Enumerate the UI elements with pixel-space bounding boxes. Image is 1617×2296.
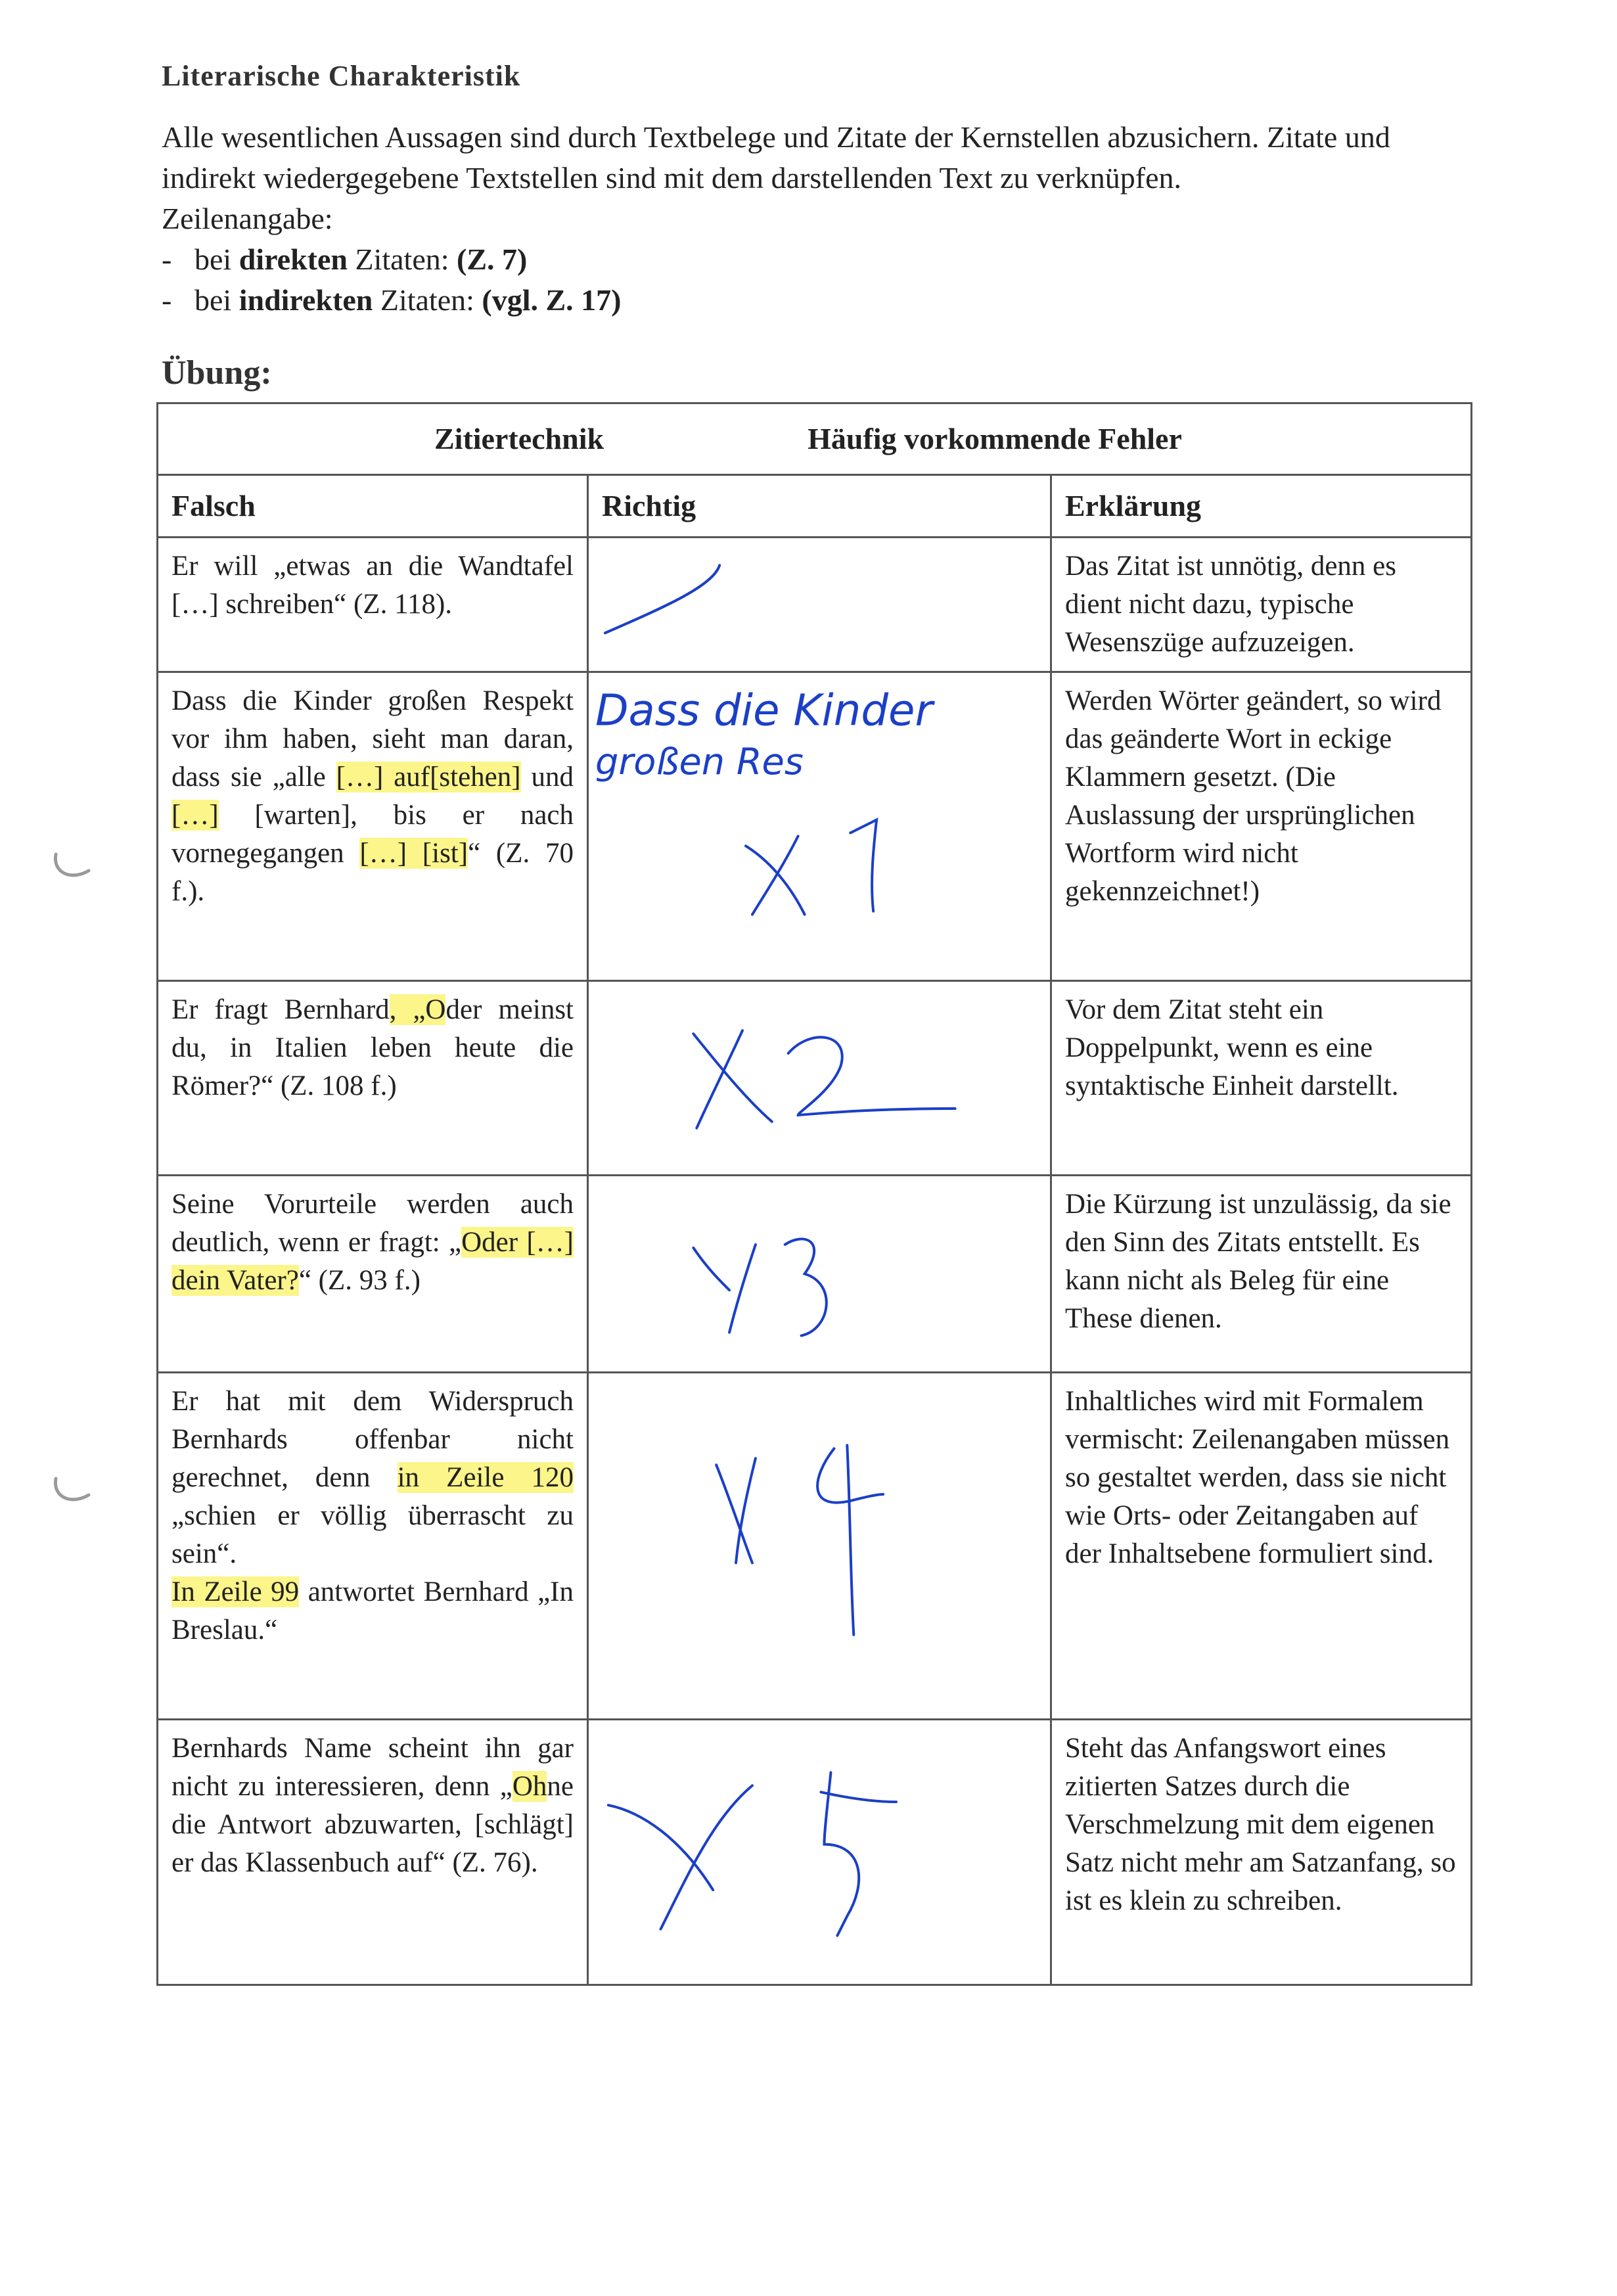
table-row [158,538,1472,672]
punch-hole-mark [46,848,99,887]
handwritten-mark-x2 [589,982,1050,1174]
falsch-cell: Bernhards Name scheint ihn gar nicht zu interessieren, denn „Ohne die Antwort abzuwarten, [schlägt] er das Klassenbuch auf“ (Z. 76). [158,1720,588,1985]
table-row [158,1720,1472,1985]
table-row [158,672,1472,981]
bullet-indirect-quotes: - bei indirekten Zitaten: (vgl. Z. 17) [162,280,1463,321]
handwritten-mark-x1 [746,820,877,915]
bullet-dash: - [162,283,172,317]
table-row [158,1373,1472,1720]
handwritten-mark-x5 [589,1720,1050,1984]
handwritten-line-2: großen Res [595,741,804,783]
falsch-cell: Er fragt Bernhard, „Oder meinst du, in Italien leben heute die Römer?“ (Z. 108 f.) [158,981,588,1176]
richtig-cell [588,1720,1051,1985]
line-reference-heading: Zeilenangabe: [162,202,333,235]
handwritten-mark-x4 [589,1373,1050,1718]
falsch-cell: Dass die Kinder großen Respekt vor ihm haben, sieht man daran, dass sie „alle […] auf[stehen] und […] [warten], bis er nach vornegegangen […] [ist]“ (Z. 70 f.). [158,672,588,981]
richtig-cell [588,672,1051,981]
column-header-richtig: Richtig [588,475,1051,538]
table-row [158,1176,1472,1373]
falsch-cell: Er hat mit dem Widerspruch Bernhards offenbar nicht gerechnet, denn in Zeile 120 „schien er völlig überrascht zu sein“. In Zeile 99 antwortet Bernhard „In Breslau.“ [158,1373,588,1720]
exercise-heading: Übung: [162,354,272,392]
erklaerung-cell: Das Zitat ist unnötig, denn es dient nicht dazu, typische Wesenszüge aufzuzeigen. [1051,538,1472,672]
instructions-paragraph: Alle wesentlichen Aussagen sind durch Textbelege und Zitate der Kernstellen abzusichern. Zitate und indirekt wiedergegebene Textstellen sind mit dem darstellenden Text zu verknüpfen. [162,120,1390,195]
handwritten-answer [589,673,1050,980]
erklaerung-cell: Werden Wörter geändert, so wird das geänderte Wort in eckige Klammern gesetzt. (Die Auslassung der ursprünglichen Wortform wird nicht gekennzeichnet!) [1051,672,1472,981]
header-zitiertechnik: Zitiertechnik [434,422,604,455]
richtig-cell [588,981,1051,1176]
page-title: Literarische Charakteristik [162,60,521,92]
erklaerung-cell: Die Kürzung ist unzulässig, da sie den Sinn des Zitats entstellt. Es kann nicht als Beleg für eine These dienen. [1051,1176,1472,1373]
punch-hole-mark [46,1472,99,1511]
falsch-cell: Er will „etwas an die Wandtafel […] schreiben“ (Z. 118). [158,538,588,672]
bullet-dash: - [162,242,172,276]
erklaerung-cell: Inhaltliches wird mit Formalem vermischt: Zeilenangaben müssen so gestaltet werden, dass sie nicht wie Orts- oder Zeitangaben auf der Inhaltsebene formuliert sind. [1051,1373,1472,1720]
erklaerung-cell: Vor dem Zitat steht ein Doppelpunkt, wenn es eine syntaktische Einheit darstellt. [1051,981,1472,1176]
bullet-direct-quotes: - bei direkten Zitaten: (Z. 7) [162,239,1463,280]
richtig-cell [588,1176,1051,1373]
falsch-cell: Seine Vorurteile werden auch deutlich, wenn er fragt: „Oder […] dein Vater?“ (Z. 93 f.) [158,1176,588,1373]
richtig-cell [588,538,1051,672]
column-header-falsch: Falsch [158,475,588,538]
handwritten-line-1: Dass die Kinder [595,685,933,736]
instructions [162,117,1463,321]
richtig-cell [588,1373,1051,1720]
handwritten-mark-x3 [589,1176,1050,1371]
table-header [158,403,1472,475]
column-header-erklaerung: Erklärung [1051,475,1472,538]
header-fehler: Häufig vorkommende Fehler [808,422,1182,455]
table-row [158,981,1472,1176]
erklaerung-cell: Steht das Anfangswort eines zitierten Satzes durch die Verschmelzung mit dem eigenen Satz nicht mehr am Satzanfang, so ist es klein zu schreiben. [1051,1720,1472,1985]
citation-table [156,402,1472,1986]
handwritten-dash [589,538,1050,671]
